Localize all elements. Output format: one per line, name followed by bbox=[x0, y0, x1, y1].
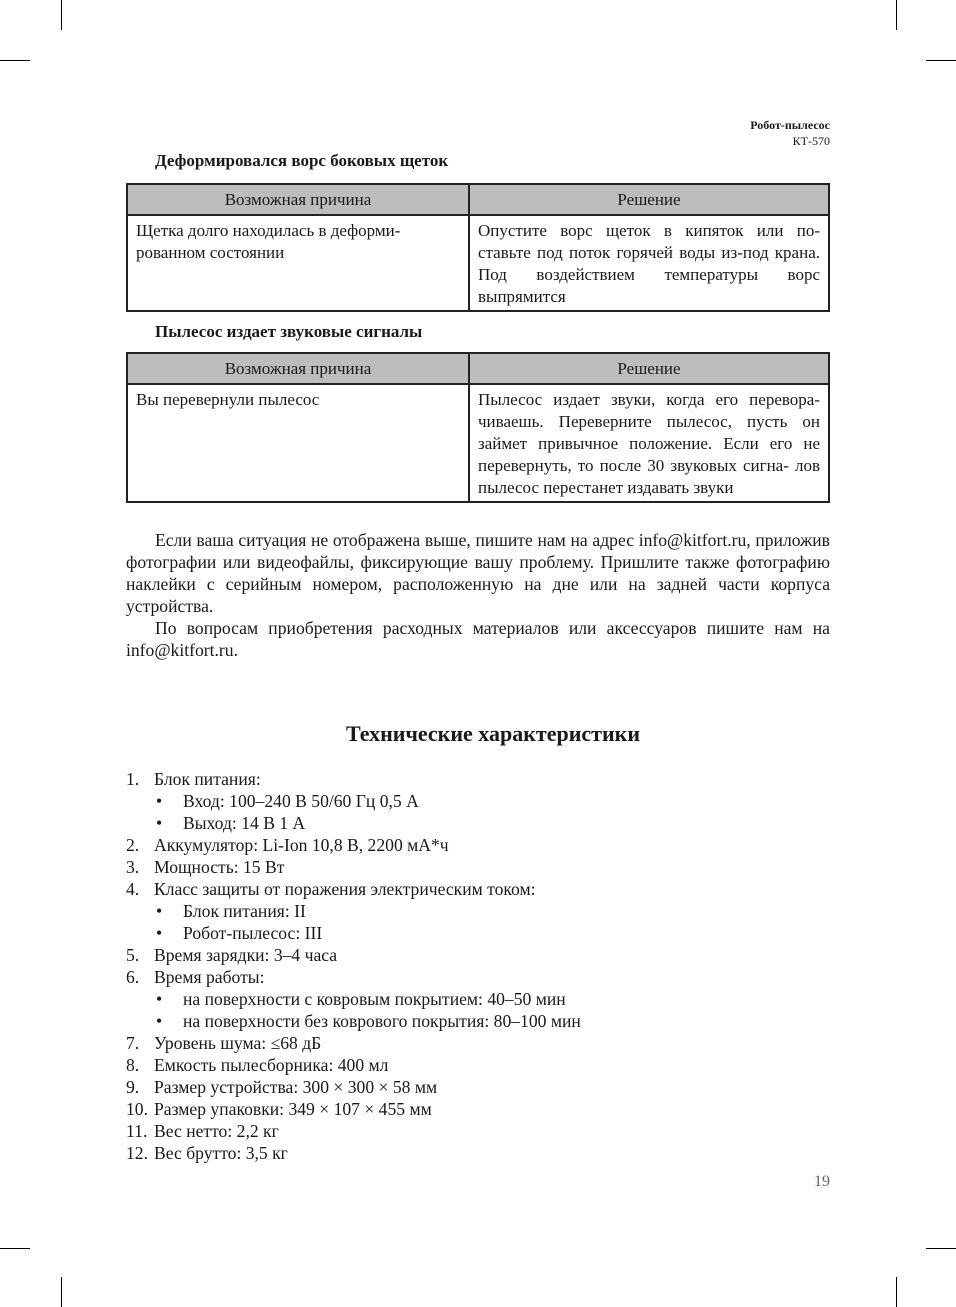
spec-number: 5. bbox=[126, 945, 140, 965]
solution-cell bbox=[469, 384, 829, 502]
spec-item bbox=[126, 944, 830, 966]
model-name: Робот-пылесос bbox=[750, 118, 830, 132]
cause-text: Щетка долго находилась в деформи- рованном состоянии bbox=[136, 221, 401, 262]
spec-number: 7. bbox=[126, 1033, 140, 1053]
spec-number: 2. bbox=[126, 835, 140, 855]
spec-text: Вход: 100–240 В 50/60 Гц 0,5 А bbox=[183, 791, 419, 811]
spec-item bbox=[126, 856, 830, 878]
contact-paragraph: Если ваша ситуация не отображена выше, пишите нам на адрес info@kitfort.ru, приложив фотографии или видеофайлы, фиксирующие вашу проблему. Пришлите также фотографию наклейки с серийным номером, расположенную на дне или на задней части корпуса устройства. bbox=[126, 530, 830, 616]
spec-text: Выход: 14 В 1 А bbox=[183, 813, 306, 833]
spec-number: 8. bbox=[126, 1055, 140, 1075]
solution-text: Пылесос издает звуки, когда его перевора- чиваешь. Переверните пылесос, пусть он займет привычное положение. Если его не перевернуть, то после 30 звуковых сигна- лов пылесос перестанет издавать звуки bbox=[478, 390, 820, 497]
spec-number: 10. bbox=[126, 1099, 148, 1119]
spec-text: Размер устройства: 300 × 300 × 58 мм bbox=[154, 1077, 438, 1097]
spec-text: Время зарядки: 3–4 часа bbox=[154, 945, 338, 965]
model-code: КТ-570 bbox=[792, 134, 830, 148]
spec-subitem bbox=[126, 812, 830, 834]
spec-text: Аккумулятор: Li-Ion 10,8 В, 2200 мА*ч bbox=[154, 835, 449, 855]
bullet-icon: • bbox=[156, 901, 163, 921]
page-header bbox=[750, 117, 830, 149]
column-header-solution: Решение bbox=[469, 184, 829, 215]
crop-mark bbox=[926, 60, 956, 61]
section-title-sounds: Пылесос издает звуковые сигналы bbox=[155, 322, 423, 341]
crop-mark bbox=[0, 1248, 30, 1249]
spec-item bbox=[126, 1032, 830, 1054]
spec-subitem bbox=[126, 922, 830, 944]
crop-mark bbox=[61, 1277, 62, 1307]
spec-number: 4. bbox=[126, 879, 140, 899]
spec-subitem bbox=[126, 790, 830, 812]
spec-subitem bbox=[126, 1010, 830, 1032]
spec-text: Вес нетто: 2,2 кг bbox=[154, 1121, 279, 1141]
crop-mark bbox=[926, 1248, 956, 1249]
spec-text: на поверхности без коврового покрытия: 80–100 мин bbox=[183, 1011, 581, 1031]
bullet-icon: • bbox=[156, 989, 163, 1009]
troubleshooting-table-bristles bbox=[126, 183, 830, 312]
spec-text: на поверхности с ковровым покрытием: 40–50 мин bbox=[183, 989, 566, 1009]
column-header-cause: Возможная причина bbox=[127, 184, 469, 215]
spec-text: Размер упаковки: 349 × 107 × 455 мм bbox=[154, 1099, 432, 1119]
spec-text: Время работы: bbox=[154, 967, 265, 987]
spec-item bbox=[126, 768, 830, 790]
spec-text: Уровень шума: ≤68 дБ bbox=[154, 1033, 322, 1053]
bullet-icon: • bbox=[156, 1011, 163, 1031]
contact-info bbox=[126, 529, 830, 661]
spec-number: 12. bbox=[126, 1143, 148, 1163]
spec-item bbox=[126, 878, 830, 900]
cause-cell bbox=[127, 215, 469, 311]
crop-mark bbox=[61, 0, 62, 30]
spec-item bbox=[126, 1076, 830, 1098]
spec-text: Вес брутто: 3,5 кг bbox=[154, 1143, 288, 1163]
section-title-bristles: Деформировался ворс боковых щеток bbox=[155, 151, 449, 170]
spec-number: 9. bbox=[126, 1077, 140, 1097]
solution-cell bbox=[469, 215, 829, 311]
spec-item bbox=[126, 966, 830, 988]
spec-item bbox=[126, 834, 830, 856]
column-header-cause: Возможная причина bbox=[127, 353, 469, 384]
troubleshooting-table-sounds bbox=[126, 352, 830, 503]
spec-number: 6. bbox=[126, 967, 140, 987]
column-header-solution: Решение bbox=[469, 353, 829, 384]
bullet-icon: • bbox=[156, 923, 163, 943]
spec-text: Емкость пылесборника: 400 мл bbox=[154, 1055, 389, 1075]
spec-item bbox=[126, 1054, 830, 1076]
spec-subitem bbox=[126, 988, 830, 1010]
spec-item bbox=[126, 1120, 830, 1142]
page-number: 19 bbox=[814, 1173, 830, 1190]
bullet-icon: • bbox=[156, 813, 163, 833]
specs-title: Технические характеристики bbox=[345, 721, 641, 746]
crop-mark bbox=[896, 0, 897, 30]
spec-text: Блок питания: II bbox=[183, 901, 306, 921]
solution-text: Опустите ворс щеток в кипяток или по- ставьте под поток горячей воды из-под крана. Под воздействием температуры ворс выпрямится bbox=[478, 221, 820, 306]
specs-list bbox=[126, 768, 830, 1164]
spec-number: 11. bbox=[126, 1121, 148, 1141]
bullet-icon: • bbox=[156, 791, 163, 811]
spec-subitem bbox=[126, 900, 830, 922]
spec-text: Класс защиты от поражения электрическим током: bbox=[154, 879, 536, 899]
spec-text: Блок питания: bbox=[154, 769, 261, 789]
spec-text: Робот-пылесос: III bbox=[183, 923, 323, 943]
spec-item bbox=[126, 1098, 830, 1120]
spec-text: Мощность: 15 Вт bbox=[154, 857, 285, 877]
crop-mark bbox=[0, 60, 30, 61]
accessories-paragraph: По вопросам приобретения расходных материалов или аксессуаров пишите нам на info@kitfort.ru. bbox=[126, 618, 830, 660]
spec-number: 1. bbox=[126, 769, 140, 789]
spec-number: 3. bbox=[126, 857, 140, 877]
cause-cell bbox=[127, 384, 469, 502]
crop-mark bbox=[896, 1277, 897, 1307]
spec-item bbox=[126, 1142, 830, 1164]
cause-text: Вы перевернули пылесос bbox=[136, 390, 320, 409]
